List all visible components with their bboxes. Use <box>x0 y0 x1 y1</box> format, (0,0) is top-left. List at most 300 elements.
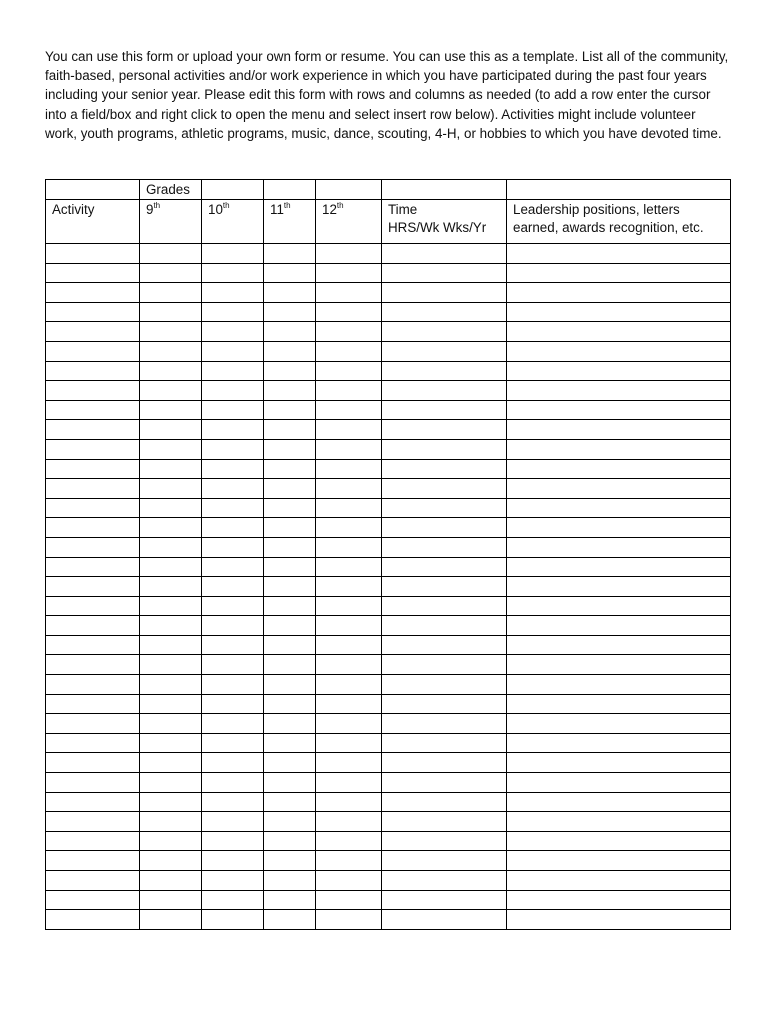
table-row <box>46 341 731 361</box>
grade-12-cell[interactable] <box>316 420 382 440</box>
time-cell[interactable] <box>382 479 507 499</box>
blank-header-cell <box>46 180 140 200</box>
grade-12-cell[interactable] <box>316 773 382 793</box>
grade-9-cell[interactable] <box>140 283 202 303</box>
leadership-label-line1: Leadership positions, letters <box>513 202 680 217</box>
grade-12-cell[interactable] <box>316 675 382 695</box>
activity-cell[interactable] <box>46 694 140 714</box>
leadership-cell[interactable] <box>507 302 731 322</box>
leadership-cell[interactable] <box>507 635 731 655</box>
leadership-label-line2: earned, awards recognition, etc. <box>513 220 704 235</box>
grade-10-cell[interactable] <box>202 812 264 832</box>
grade-9-cell[interactable] <box>140 400 202 420</box>
grade-9-cell[interactable] <box>140 812 202 832</box>
grade-11-cell[interactable] <box>264 400 316 420</box>
activity-cell[interactable] <box>46 890 140 910</box>
time-cell[interactable] <box>382 733 507 753</box>
grade-10-cell[interactable] <box>202 910 264 930</box>
time-cell[interactable] <box>382 557 507 577</box>
table-row <box>46 283 731 303</box>
time-cell[interactable] <box>382 244 507 264</box>
grade-9-cell[interactable] <box>140 655 202 675</box>
grade-12-cell[interactable] <box>316 577 382 597</box>
activity-cell[interactable] <box>46 518 140 538</box>
blank-header-cell <box>507 180 731 200</box>
leadership-cell[interactable] <box>507 361 731 381</box>
grade-10-cell[interactable] <box>202 479 264 499</box>
grades-label: Grades <box>140 180 202 200</box>
grade-9-cell[interactable] <box>140 302 202 322</box>
time-cell[interactable] <box>382 420 507 440</box>
grade-9-cell[interactable] <box>140 341 202 361</box>
grade-11-cell[interactable] <box>264 753 316 773</box>
grade-11-cell[interactable] <box>264 420 316 440</box>
grade-11-cell[interactable] <box>264 733 316 753</box>
leadership-cell[interactable] <box>507 498 731 518</box>
grade-12-cell[interactable] <box>316 479 382 499</box>
grade-10-cell[interactable] <box>202 498 264 518</box>
activity-cell[interactable] <box>46 263 140 283</box>
grade-9-cell[interactable] <box>140 537 202 557</box>
leadership-cell[interactable] <box>507 322 731 342</box>
grade-12-cell[interactable] <box>316 361 382 381</box>
time-cell[interactable] <box>382 635 507 655</box>
time-cell[interactable] <box>382 871 507 891</box>
leadership-cell[interactable] <box>507 381 731 401</box>
leadership-cell[interactable] <box>507 655 731 675</box>
grade-9-cell[interactable] <box>140 714 202 734</box>
grade-11-cell[interactable] <box>264 341 316 361</box>
time-units-label: HRS/Wk Wks/Yr <box>388 220 487 235</box>
grade-10-cell[interactable] <box>202 694 264 714</box>
time-cell[interactable] <box>382 439 507 459</box>
time-cell[interactable] <box>382 263 507 283</box>
leadership-cell[interactable] <box>507 694 731 714</box>
table-row <box>46 792 731 812</box>
grade-10-cell[interactable] <box>202 655 264 675</box>
table-row <box>46 851 731 871</box>
grade-10-cell[interactable] <box>202 537 264 557</box>
leadership-cell[interactable] <box>507 341 731 361</box>
grade-9-cell[interactable] <box>140 871 202 891</box>
table-row <box>46 479 731 499</box>
table-row <box>46 498 731 518</box>
grade-12-cell[interactable] <box>316 616 382 636</box>
activity-cell[interactable] <box>46 655 140 675</box>
leadership-cell[interactable] <box>507 400 731 420</box>
grade-10-cell[interactable] <box>202 518 264 538</box>
leadership-cell[interactable] <box>507 439 731 459</box>
activity-cell[interactable] <box>46 400 140 420</box>
grade-11-cell[interactable] <box>264 596 316 616</box>
time-cell[interactable] <box>382 322 507 342</box>
time-cell[interactable] <box>382 773 507 793</box>
grade-10-cell[interactable] <box>202 714 264 734</box>
grade-11-cell[interactable] <box>264 302 316 322</box>
grade-9-cell[interactable] <box>140 635 202 655</box>
activity-cell[interactable] <box>46 361 140 381</box>
activity-cell[interactable] <box>46 831 140 851</box>
time-cell[interactable] <box>382 812 507 832</box>
leadership-cell[interactable] <box>507 459 731 479</box>
activity-cell[interactable] <box>46 635 140 655</box>
grade-10-cell[interactable] <box>202 616 264 636</box>
grade-10-cell[interactable] <box>202 871 264 891</box>
grade-suffix: th <box>153 200 161 210</box>
grade-12-cell[interactable] <box>316 439 382 459</box>
leadership-cell[interactable] <box>507 733 731 753</box>
leadership-cell[interactable] <box>507 420 731 440</box>
grade-9-cell[interactable] <box>140 890 202 910</box>
grade-9-cell[interactable] <box>140 479 202 499</box>
grade-suffix: th <box>283 200 291 210</box>
table-row <box>46 420 731 440</box>
grade-11-cell[interactable] <box>264 322 316 342</box>
time-cell[interactable] <box>382 302 507 322</box>
grade-9-cell[interactable] <box>140 459 202 479</box>
grade-11-cell[interactable] <box>264 263 316 283</box>
time-cell[interactable] <box>382 694 507 714</box>
grade-12-cell[interactable] <box>316 518 382 538</box>
grade-9-cell[interactable] <box>140 322 202 342</box>
grade-9-cell[interactable] <box>140 596 202 616</box>
grade-11-cell[interactable] <box>264 439 316 459</box>
grade-11-cell[interactable] <box>264 459 316 479</box>
grade-10-cell[interactable] <box>202 831 264 851</box>
time-header <box>382 200 507 244</box>
leadership-cell[interactable] <box>507 596 731 616</box>
table-row <box>46 910 731 930</box>
grade-10-cell[interactable] <box>202 381 264 401</box>
table-row <box>46 890 731 910</box>
activity-cell[interactable] <box>46 439 140 459</box>
grade-9-cell[interactable] <box>140 244 202 264</box>
leadership-cell[interactable] <box>507 518 731 538</box>
grade-12-cell[interactable] <box>316 459 382 479</box>
grade-11-cell[interactable] <box>264 518 316 538</box>
grade-10-cell[interactable] <box>202 341 264 361</box>
grade-11-cell[interactable] <box>264 655 316 675</box>
grade-10-cell[interactable] <box>202 263 264 283</box>
leadership-cell[interactable] <box>507 792 731 812</box>
activity-cell[interactable] <box>46 459 140 479</box>
grade-11-cell[interactable] <box>264 871 316 891</box>
leadership-cell[interactable] <box>507 812 731 832</box>
grade-11-cell[interactable] <box>264 283 316 303</box>
time-cell[interactable] <box>382 537 507 557</box>
activity-cell[interactable] <box>46 302 140 322</box>
grade-9-cell[interactable] <box>140 831 202 851</box>
blank-header-cell <box>264 180 316 200</box>
grade-9-cell[interactable] <box>140 518 202 538</box>
grade-12-cell[interactable] <box>316 733 382 753</box>
activity-cell[interactable] <box>46 537 140 557</box>
activity-cell[interactable] <box>46 733 140 753</box>
grade-10-cell[interactable] <box>202 557 264 577</box>
grade-9-cell[interactable] <box>140 498 202 518</box>
leadership-cell[interactable] <box>507 537 731 557</box>
grade-number: 12 <box>322 202 337 217</box>
grade-10-cell[interactable] <box>202 420 264 440</box>
activity-cell[interactable] <box>46 773 140 793</box>
grade-11-cell[interactable] <box>264 381 316 401</box>
table-row <box>46 753 731 773</box>
grade-9-cell[interactable] <box>140 361 202 381</box>
activity-cell[interactable] <box>46 557 140 577</box>
grade-12-cell[interactable] <box>316 655 382 675</box>
table-row <box>46 871 731 891</box>
grade-12-cell[interactable] <box>316 851 382 871</box>
grade-10-cell[interactable] <box>202 675 264 695</box>
grade-12-cell[interactable] <box>316 694 382 714</box>
grade-9-cell[interactable] <box>140 420 202 440</box>
instructions-paragraph: You can use this form or upload your own form or resume. You can use this as a template. List all of the community, faith-based, personal activities and/or work experience in which you have participated during the past four years including your senior year. Please edit this form with rows and columns as needed (to add a row enter the cursor into a field/box and right click to open the menu and select insert row below). Activities might include volunteer work, youth programs, athletic programs, music, dance, scouting, 4-H, or hobbies to which you have devoted time. <box>45 49 729 141</box>
grade-11-cell[interactable] <box>264 831 316 851</box>
grade-12-cell[interactable] <box>316 283 382 303</box>
activity-table <box>45 179 731 930</box>
leadership-cell[interactable] <box>507 479 731 499</box>
blank-header-cell <box>382 180 507 200</box>
blank-header-cell <box>202 180 264 200</box>
grade-10-header <box>202 200 264 244</box>
leadership-cell[interactable] <box>507 871 731 891</box>
grade-9-cell[interactable] <box>140 694 202 714</box>
time-cell[interactable] <box>382 616 507 636</box>
grade-12-cell[interactable] <box>316 596 382 616</box>
grade-11-cell[interactable] <box>264 479 316 499</box>
grade-number: 11 <box>270 202 284 217</box>
grade-12-header <box>316 200 382 244</box>
grade-12-cell[interactable] <box>316 498 382 518</box>
grade-10-cell[interactable] <box>202 322 264 342</box>
grade-11-cell[interactable] <box>264 616 316 636</box>
leadership-cell[interactable] <box>507 851 731 871</box>
grade-11-cell[interactable] <box>264 792 316 812</box>
grade-10-cell[interactable] <box>202 302 264 322</box>
grade-9-cell[interactable] <box>140 851 202 871</box>
grade-9-cell[interactable] <box>140 263 202 283</box>
time-cell[interactable] <box>382 753 507 773</box>
time-cell[interactable] <box>382 675 507 695</box>
leadership-cell[interactable] <box>507 753 731 773</box>
grade-12-cell[interactable] <box>316 792 382 812</box>
grade-9-cell[interactable] <box>140 439 202 459</box>
activity-cell[interactable] <box>46 498 140 518</box>
grade-10-cell[interactable] <box>202 635 264 655</box>
grade-10-cell[interactable] <box>202 400 264 420</box>
activity-cell[interactable] <box>46 479 140 499</box>
grade-12-cell[interactable] <box>316 557 382 577</box>
leadership-cell[interactable] <box>507 577 731 597</box>
grade-10-cell[interactable] <box>202 753 264 773</box>
grade-12-cell[interactable] <box>316 244 382 264</box>
grade-number: 10 <box>208 202 223 217</box>
activity-cell[interactable] <box>46 851 140 871</box>
grade-10-cell[interactable] <box>202 596 264 616</box>
grade-9-cell[interactable] <box>140 792 202 812</box>
grade-11-cell[interactable] <box>264 851 316 871</box>
activity-cell[interactable] <box>46 322 140 342</box>
leadership-cell[interactable] <box>507 557 731 577</box>
activity-cell[interactable] <box>46 616 140 636</box>
grade-12-cell[interactable] <box>316 714 382 734</box>
grade-11-cell[interactable] <box>264 577 316 597</box>
time-cell[interactable] <box>382 341 507 361</box>
grade-10-cell[interactable] <box>202 577 264 597</box>
grade-12-cell[interactable] <box>316 381 382 401</box>
grade-9-cell[interactable] <box>140 733 202 753</box>
leadership-cell[interactable] <box>507 244 731 264</box>
grade-12-cell[interactable] <box>316 812 382 832</box>
table-row <box>46 439 731 459</box>
grade-12-cell[interactable] <box>316 635 382 655</box>
grade-11-cell[interactable] <box>264 537 316 557</box>
table-row <box>46 655 731 675</box>
leadership-cell[interactable] <box>507 263 731 283</box>
time-cell[interactable] <box>382 714 507 734</box>
grade-number: 9 <box>146 202 154 217</box>
grade-11-cell[interactable] <box>264 694 316 714</box>
leadership-cell[interactable] <box>507 773 731 793</box>
time-cell[interactable] <box>382 283 507 303</box>
table-row <box>46 714 731 734</box>
activity-cell[interactable] <box>46 714 140 734</box>
grade-9-cell[interactable] <box>140 773 202 793</box>
activity-cell[interactable] <box>46 341 140 361</box>
grade-11-cell[interactable] <box>264 244 316 264</box>
grade-9-cell[interactable] <box>140 616 202 636</box>
grade-9-cell[interactable] <box>140 910 202 930</box>
time-cell[interactable] <box>382 459 507 479</box>
time-cell[interactable] <box>382 831 507 851</box>
grade-12-cell[interactable] <box>316 537 382 557</box>
table-row <box>46 400 731 420</box>
grade-12-cell[interactable] <box>316 910 382 930</box>
grade-10-cell[interactable] <box>202 459 264 479</box>
leadership-cell[interactable] <box>507 283 731 303</box>
grade-12-cell[interactable] <box>316 400 382 420</box>
time-cell[interactable] <box>382 381 507 401</box>
activity-cell[interactable] <box>46 420 140 440</box>
grade-suffix: th <box>336 200 344 210</box>
grade-12-cell[interactable] <box>316 890 382 910</box>
grade-11-cell[interactable] <box>264 890 316 910</box>
grade-11-cell[interactable] <box>264 812 316 832</box>
grade-12-cell[interactable] <box>316 753 382 773</box>
time-cell[interactable] <box>382 655 507 675</box>
grade-9-cell[interactable] <box>140 557 202 577</box>
leadership-header <box>507 200 731 244</box>
activity-cell[interactable] <box>46 812 140 832</box>
time-cell[interactable] <box>382 890 507 910</box>
grade-10-cell[interactable] <box>202 792 264 812</box>
column-header-row <box>46 200 731 244</box>
activity-cell[interactable] <box>46 244 140 264</box>
activity-cell[interactable] <box>46 753 140 773</box>
grade-12-cell[interactable] <box>316 302 382 322</box>
grade-9-header <box>140 200 202 244</box>
blank-header-cell <box>316 180 382 200</box>
time-cell[interactable] <box>382 910 507 930</box>
grade-11-cell[interactable] <box>264 773 316 793</box>
table-row <box>46 812 731 832</box>
table-row <box>46 381 731 401</box>
grade-10-cell[interactable] <box>202 851 264 871</box>
time-cell[interactable] <box>382 577 507 597</box>
activity-cell[interactable] <box>46 792 140 812</box>
table-row <box>46 694 731 714</box>
leadership-cell[interactable] <box>507 910 731 930</box>
leadership-cell[interactable] <box>507 831 731 851</box>
grade-suffix: th <box>222 200 230 210</box>
grade-12-cell[interactable] <box>316 871 382 891</box>
time-cell[interactable] <box>382 851 507 871</box>
grade-11-cell[interactable] <box>264 498 316 518</box>
table-row <box>46 244 731 264</box>
table-row <box>46 675 731 695</box>
time-cell[interactable] <box>382 400 507 420</box>
activity-cell[interactable] <box>46 871 140 891</box>
leadership-cell[interactable] <box>507 714 731 734</box>
leadership-cell[interactable] <box>507 890 731 910</box>
table-row <box>46 596 731 616</box>
time-cell[interactable] <box>382 792 507 812</box>
grade-11-cell[interactable] <box>264 714 316 734</box>
activity-cell[interactable] <box>46 675 140 695</box>
table-row <box>46 635 731 655</box>
leadership-cell[interactable] <box>507 616 731 636</box>
table-row <box>46 831 731 851</box>
grade-11-header <box>264 200 316 244</box>
grade-12-cell[interactable] <box>316 341 382 361</box>
grade-12-cell[interactable] <box>316 831 382 851</box>
time-cell[interactable] <box>382 361 507 381</box>
grade-11-cell[interactable] <box>264 675 316 695</box>
grade-10-cell[interactable] <box>202 733 264 753</box>
table-row <box>46 263 731 283</box>
activity-cell[interactable] <box>46 283 140 303</box>
grade-12-cell[interactable] <box>316 263 382 283</box>
grade-11-cell[interactable] <box>264 557 316 577</box>
grade-10-cell[interactable] <box>202 244 264 264</box>
time-cell[interactable] <box>382 518 507 538</box>
grade-10-cell[interactable] <box>202 361 264 381</box>
grade-11-cell[interactable] <box>264 635 316 655</box>
grade-9-cell[interactable] <box>140 753 202 773</box>
grade-10-cell[interactable] <box>202 283 264 303</box>
grade-11-cell[interactable] <box>264 361 316 381</box>
activity-cell[interactable] <box>46 577 140 597</box>
leadership-cell[interactable] <box>507 675 731 695</box>
grade-10-cell[interactable] <box>202 439 264 459</box>
grade-9-cell[interactable] <box>140 675 202 695</box>
activity-cell[interactable] <box>46 596 140 616</box>
activity-cell[interactable] <box>46 910 140 930</box>
grade-9-cell[interactable] <box>140 381 202 401</box>
grade-10-cell[interactable] <box>202 890 264 910</box>
grade-12-cell[interactable] <box>316 322 382 342</box>
grade-10-cell[interactable] <box>202 773 264 793</box>
table-row <box>46 361 731 381</box>
table-row <box>46 616 731 636</box>
time-cell[interactable] <box>382 596 507 616</box>
time-label: Time <box>388 202 418 217</box>
table-row <box>46 459 731 479</box>
grade-11-cell[interactable] <box>264 910 316 930</box>
time-cell[interactable] <box>382 498 507 518</box>
activity-cell[interactable] <box>46 381 140 401</box>
grade-9-cell[interactable] <box>140 577 202 597</box>
